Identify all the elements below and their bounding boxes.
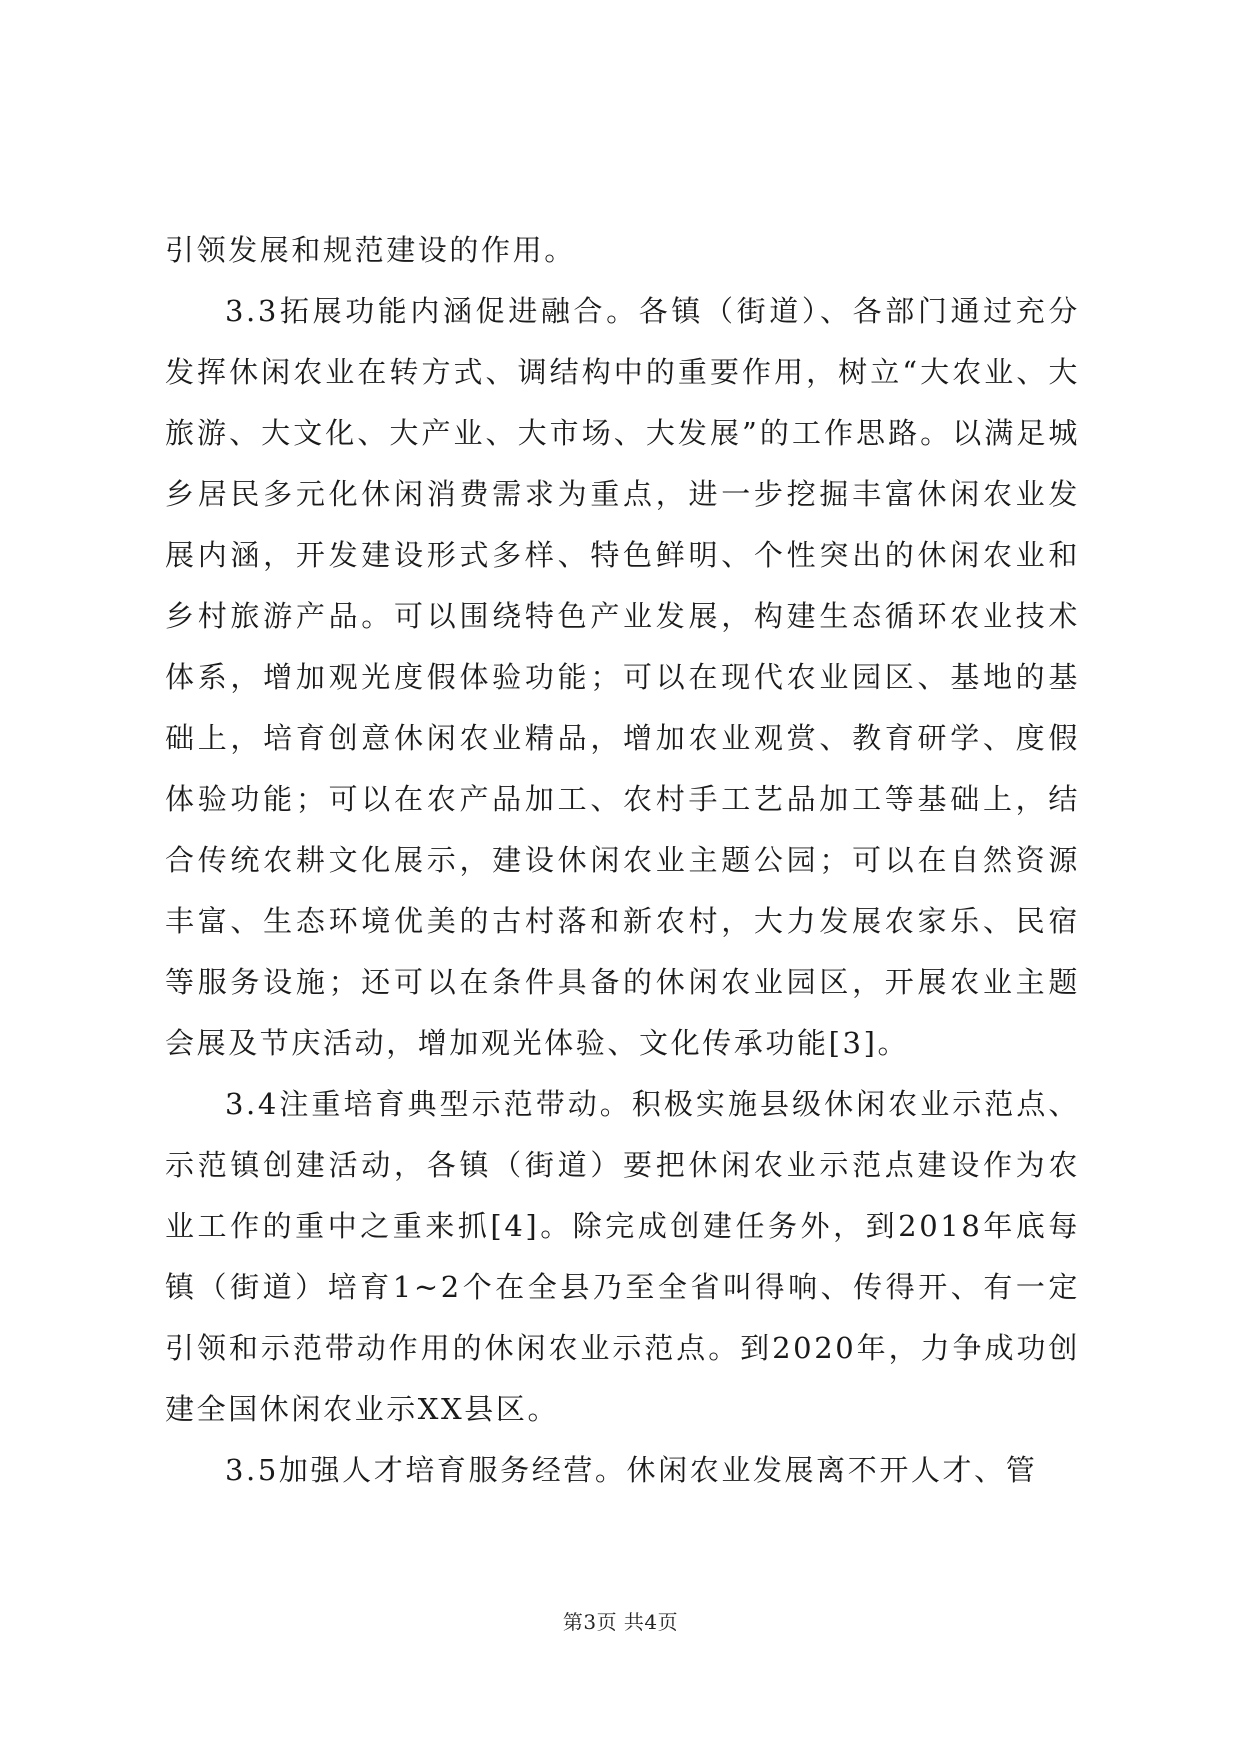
document-body: [165, 220, 1080, 1501]
paragraph-continuation: 引领发展和规范建设的作用。: [165, 233, 576, 267]
paragraph-section-3-3: 3.3拓展功能内涵促进融合。各镇（街道）、各部门通过充分发挥休闲农业在转方式、调结构中的重要作用，树立“大农业、大旅游、大文化、大产业、大市场、大发展”的工作思路。以满足城乡居民多元化休闲消费需求为重点，进一步挖掘丰富休闲农业发展内涵，开发建设形式多样、特色鲜明、个性突出的休闲农业和乡村旅游产品。可以围绕特色产业发展，构建生态循环农业技术体系，增加观光度假体验功能；可以在现代农业园区、基地的基础上，培育创意休闲农业精品，增加农业观赏、教育研学、度假体验功能；可以在农产品加工、农村手工艺品加工等基础上，结合传统农耕文化展示，建设休闲农业主题公园；可以在自然资源丰富、生态环境优美的古村落和新农村，大力发展农家乐、民宿等服务设施；还可以在条件具备的休闲农业园区，开展农业主题会展及节庆活动，增加观光体验、文化传承功能[3]。: [165, 294, 1080, 1060]
paragraph-section-3-5: 3.5加强人才培育服务经营。休闲农业发展离不开人才、管: [225, 1453, 1038, 1487]
paragraph-section-3-4: 3.4注重培育典型示范带动。积极实施县级休闲农业示范点、示范镇创建活动，各镇（街道）要把休闲农业示范点建设作为农业工作的重中之重来抓[4]。除完成创建任务外，到2018年底每镇（街道）培育1~2个在全县乃至全省叫得响、传得开、有一定引领和示范带动作用的休闲农业示范点。到2020年，力争成功创建全国休闲农业示XX县区。: [165, 1087, 1080, 1426]
page-number-footer: 第3页 共4页: [562, 1610, 679, 1634]
